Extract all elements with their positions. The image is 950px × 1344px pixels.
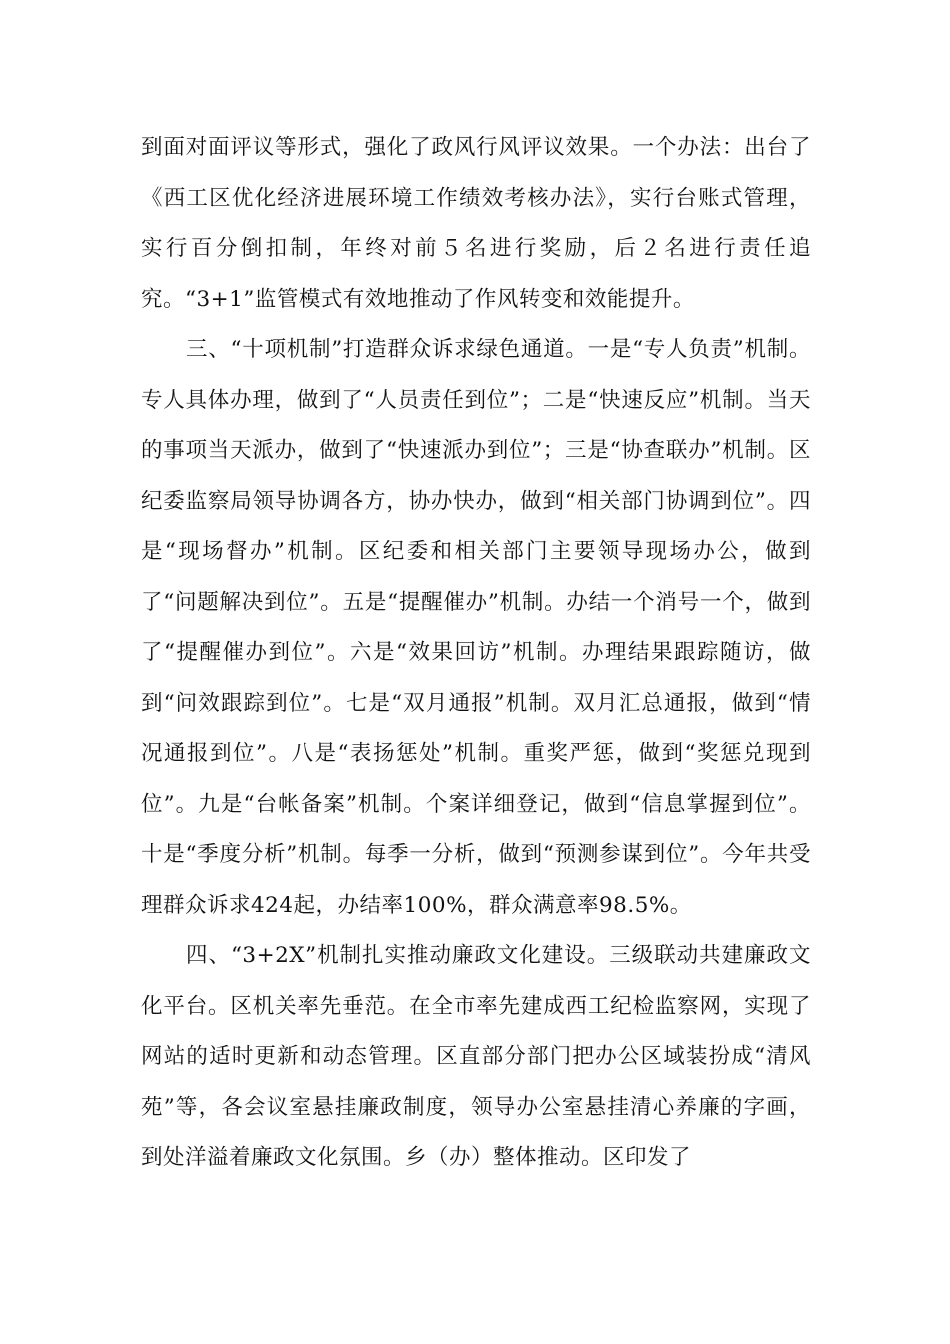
paragraph-section-four: 四、“3+2X”机制扎实推动廉政文化建设。三级联动共建廉政文化平台。区机关率先垂范。在全市率先建成西工纪检监察网，实现了网站的适时更新和动态管理。区直部分部门把办公区域装扮成“清风苑”等，各会议室悬挂廉政制度，领导办公室悬挂清心养廉的字画，到处洋溢着廉政文化氛围。乡（办）整体推动。区印发了 <box>141 943 811 1170</box>
paragraph-section-three: 三、“十项机制”打造群众诉求绿色通道。一是“专人负责”机制。专人具体办理，做到了“人员责任到位”；二是“快速反应”机制。当天的事项当天派办，做到了“快速派办到位”；三是“协查联办”机制。区纪委监察局领导协调各方，协办快办，做到“相关部门协调到位”。四是“现场督办”机制。区纪委和相关部门主要领导现场办公，做到了“问题解决到位”。五是“提醒催办”机制。办结一个消号一个，做到了“提醒催办到位”。六是“效果回访”机制。办理结果跟踪随访，做到“问效跟踪到位”。七是“双月通报”机制。双月汇总通报，做到“情况通报到位”。八是“表扬惩处”机制。重奖严惩，做到“奖惩兑现到位”。九是“台帐备案”机制。个案详细登记，做到“信息掌握到位”。十是“季度分析”机制。每季一分析，做到“预测参谋到位”。今年共受理群众诉求424起，办结率100%，群众满意率98.5%。 <box>141 337 811 918</box>
paragraph-continued: 到面对面评议等形式，强化了政风行风评议效果。一个办法：出台了《西工区优化经济进展环境工作绩效考核办法》，实行台账式管理，实行百分倒扣制，年终对前５名进行奖励，后２名进行责任追究。“3+1”监管模式有效地推动了作风转变和效能提升。 <box>141 135 811 312</box>
document-body <box>141 123 811 1184</box>
